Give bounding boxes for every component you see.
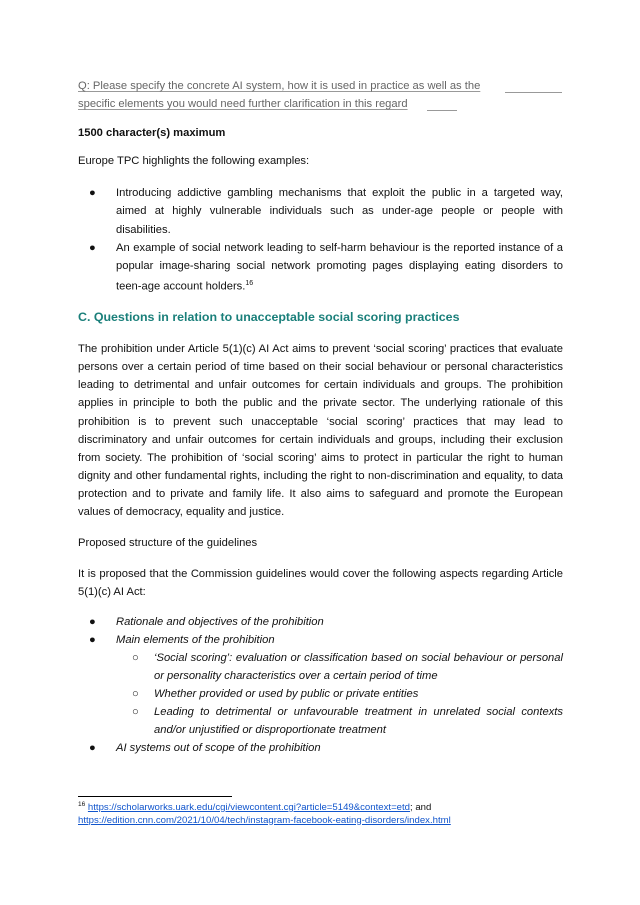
footnote-reference[interactable]: 16 — [245, 280, 254, 288]
sub-list-item — [116, 703, 563, 739]
footnote-number: 16 — [78, 801, 86, 808]
footnote — [78, 799, 568, 827]
guideline-item-text: Main elements of the prohibition — [116, 634, 275, 646]
guidelines-list — [78, 613, 563, 757]
guideline-item-text: Rationale and objectives of the prohibition — [116, 616, 324, 628]
list-item — [78, 631, 563, 739]
circle-bullet-icon: ○ — [132, 688, 139, 700]
footnote-link-cnn[interactable]: https://edition.cnn.com/2021/10/04/tech/instagram-facebook-eating-disorders/index.html — [78, 814, 451, 826]
footnote-separator: ; and — [410, 802, 432, 814]
question-underline-extension — [427, 110, 457, 111]
prohibition-paragraph: The prohibition under Article 5(1)(c) AI Act aims to prevent ‘social scoring’ practices that evaluate persons over a certain period of time based on their social behaviour or personal characteristics leading to detrimental and unfair outcomes for certain individuals and groups. The prohibition applies in principle to both the public and the private sector. The underlying rationale of this prohibition is to prevent such unacceptable ‘social scoring’ practices that may lead to discriminatory and unfair outcomes for certain individuals and groups, including their exclusion from society. The prohibition of ‘social scoring’ aims to protect in particular the right to human dignity and other fundamental rights, including the right to non-discrimination and equality, to data protection and to private and family life. It also aims to safeguard and promote the European values of democracy, equality and justice. — [78, 343, 563, 519]
sub-item-text: Whether provided or used by public or private entities — [154, 688, 419, 700]
examples-list — [78, 184, 563, 297]
bullet-icon: ● — [89, 742, 96, 754]
circle-bullet-icon: ○ — [132, 652, 139, 664]
question-line-2: specific elements you would need further clarification in this regard — [78, 98, 408, 110]
guideline-item-text: AI systems out of scope of the prohibition — [116, 742, 321, 754]
sub-item-text: Leading to detrimental or unfavourable treatment in unrelated social contexts and/or unjustified or disproportionate treatment — [154, 706, 563, 736]
proposal-paragraph: It is proposed that the Commission guidelines would cover the following aspects regarding Article 5(1)(c) AI Act: — [78, 568, 563, 598]
sub-item-text: ‘Social scoring’: evaluation or classification based on social behaviour or personal or personality characteristics over a certain period of time — [154, 652, 563, 682]
question-line-1: Q: Please specify the concrete AI system, how it is used in practice as well as the — [78, 80, 481, 92]
intro-text: Europe TPC highlights the following examples: — [78, 155, 310, 167]
footnote-divider — [78, 796, 232, 797]
character-limit-note: 1500 character(s) maximum — [78, 127, 226, 139]
structure-label: Proposed structure of the guidelines — [78, 537, 258, 549]
list-item — [78, 613, 563, 631]
sub-list-item — [116, 685, 563, 703]
list-item — [78, 184, 563, 239]
list-item — [78, 739, 563, 757]
footnote-link-scholarworks[interactable]: https://scholarworks.uark.edu/cgi/viewcontent.cgi?article=5149&context=etd — [87, 802, 411, 814]
bullet-icon: ● — [89, 241, 96, 254]
circle-bullet-icon: ○ — [132, 706, 139, 718]
bullet-icon: ● — [89, 187, 96, 199]
question-underline-extension — [505, 92, 562, 93]
bullet-icon: ● — [89, 634, 96, 646]
sub-list — [116, 649, 563, 739]
list-item — [78, 239, 563, 297]
sub-list-item — [116, 649, 563, 685]
question-prompt — [78, 77, 564, 113]
example-text: An example of social network leading to self-harm behaviour is the reported instance of a popular image-sharing social network promoting pages displaying eating disorders to teen-age account holders. — [116, 241, 563, 294]
example-text: Introducing addictive gambling mechanisms that exploit the public in a targeted way, aimed at highly vulnerable individuals such as under-age people or people with disabilities. — [116, 187, 563, 236]
section-heading: C. Questions in relation to unacceptable social scoring practices — [78, 310, 460, 324]
bullet-icon: ● — [89, 616, 96, 628]
